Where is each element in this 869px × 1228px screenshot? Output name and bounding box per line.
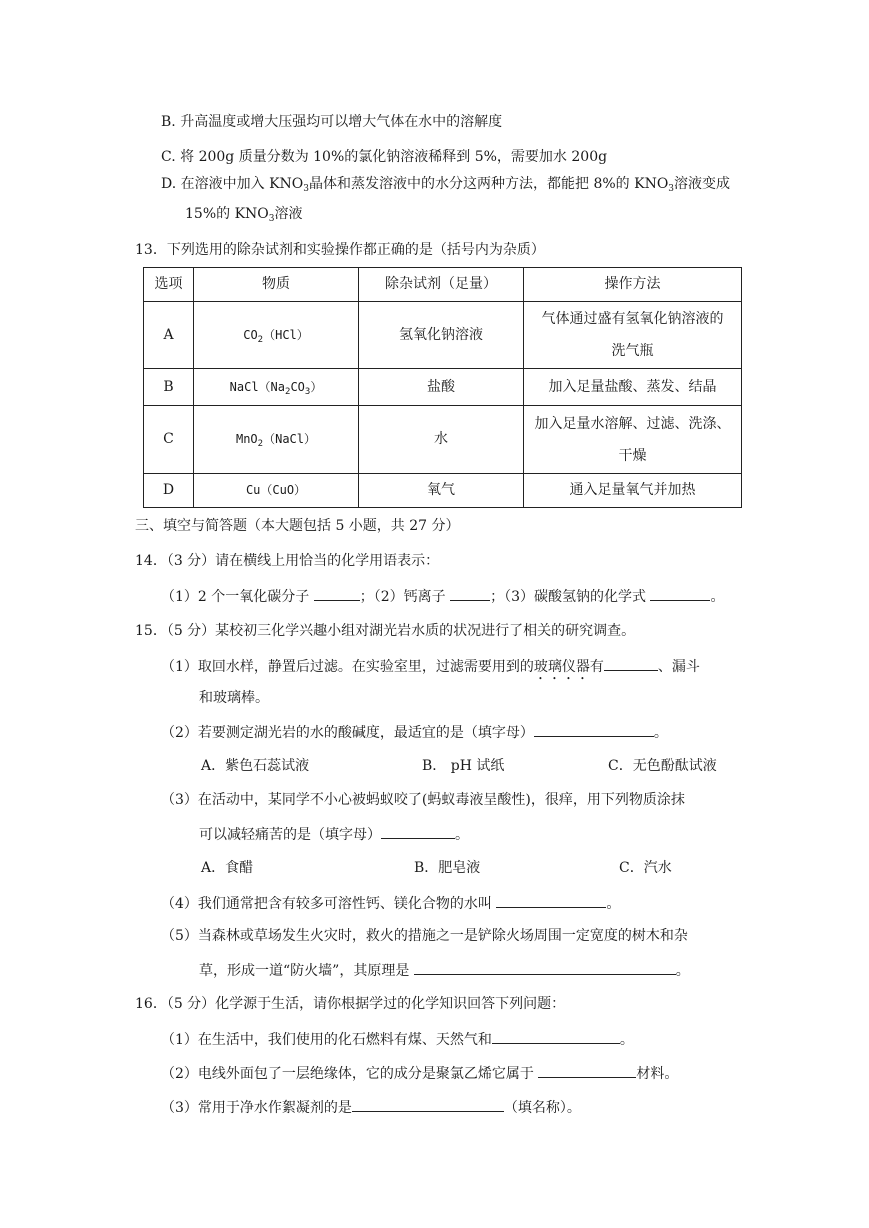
q15-sub3-option-a: A．食醋 [201,860,254,876]
q15-sub1-cont: 和玻璃棒。 [199,690,269,706]
answer-blank[interactable] [352,1097,504,1112]
answer-blank[interactable] [414,960,676,975]
row-substance: MnO$_2$（NaCl） [194,406,359,474]
row-option: A [144,302,194,369]
row-reagent: 盐酸 [359,369,524,406]
answer-blank[interactable] [492,1029,620,1044]
q15-sub3-option-b: B．肥皂液 [414,860,481,876]
q15-sub5: （5）当森林或草场发生火灾时，救火的措施之一是铲除火场周围一定宽度的树木和杂 [161,928,688,944]
table-row [144,369,742,406]
col-header-substance: 物质 [194,268,359,302]
answer-blank[interactable] [534,722,654,737]
answer-blank[interactable] [381,824,455,839]
answer-blank[interactable] [450,586,490,601]
row-method: 气体通过盛有氢氧化钠溶液的 洗气瓶 [524,302,742,369]
q12-option-b: B. 升高温度或增大压强均可以增大气体在水中的溶解度 [161,114,503,130]
row-option: B [144,369,194,406]
row-method: 加入足量盐酸、蒸发、结晶 [524,369,742,406]
table-row [144,302,742,369]
q13-table [143,267,742,508]
row-reagent: 氢氧化钠溶液 [359,302,524,369]
q15-sub4: （4）我们通常把含有较多可溶性钙、镁化合物的水叫 。 [161,893,620,914]
q15-sub5-cont: 草，形成一道“防火墙”，其原理是 。 [199,960,690,981]
answer-blank[interactable] [314,586,360,601]
q16-stem: 16．（5 分）化学源于生活，请你根据学过的化学知识回答下列问题： [135,996,566,1012]
col-header-method: 操作方法 [524,268,742,302]
table-row [144,474,742,508]
row-substance: Cu（CuO） [194,474,359,508]
q13-stem: 13．下列选用的除杂试剂和实验操作都正确的是（括号内为杂质） [135,242,545,258]
row-option: D [144,474,194,508]
q16-sub1: （1）在生活中，我们使用的化石燃料有煤、天然气和 。 [161,1029,634,1050]
q16-sub2: （2）电线外面包了一层绝缘体，它的成分是聚氯乙烯它属于 材料。 [161,1063,678,1084]
row-method: 通入足量氧气并加热 [524,474,742,508]
answer-blank[interactable] [496,893,606,908]
answer-blank[interactable] [538,1063,636,1078]
col-header-reagent: 除杂试剂（足量） [359,268,524,302]
row-substance: $CO_2(HCl)$ [194,302,359,369]
q15-sub2-option-c: C．无色酚酞试液 [608,758,717,774]
row-substance: $NaCl(Na_2CO_3)$ [194,369,359,406]
row-method: 加入足量水溶解、过滤、洗涤、 干燥 [524,406,742,474]
answer-blank[interactable] [650,586,710,601]
table-row [144,406,742,474]
answer-blank[interactable] [604,656,658,671]
row-reagent: 氧气 [359,474,524,508]
q15-sub3-option-c: C．汽水 [619,860,672,876]
q15-sub2: （2）若要测定湖光岩的水的酸碱度，最适宜的是（填字母） 。 [161,722,668,743]
q15-sub2-option-a: A．紫色石蕊试液 [201,758,310,774]
q15-sub3: （3）在活动中，某同学不小心被蚂蚁咬了(蚂蚁毒液呈酸性)，很痒，用下列物质涂抹 [161,792,685,808]
q12-option-d-cont: 15%的 $KNO_3$溶液 [185,206,303,224]
q14-parts: （1）2 个一氧化碳分子 ；（2）钙离子 ；（3）碳酸氢钠的化学式 。 [161,586,724,607]
q15-sub1: （1）取回水样，静置后过滤。在实验室里，过滤需要用到的玻璃仪器有 、漏斗 [161,656,700,683]
row-reagent: 水 [359,406,524,474]
section-heading: 三、填空与简答题（本大题包括 5 小题，共 27 分） [135,518,460,534]
q15-sub2-option-b: B． pH 试纸 [422,758,505,774]
q12-option-c: C. 将 200g 质量分数为 10%的氯化钠溶液稀释到 5%，需要加水 200g [161,149,608,165]
q16-sub3: （3）常用于净水作絮凝剂的是 （填名称）。 [161,1097,581,1118]
q15-stem: 15．（5 分）某校初三化学兴趣小组对湖光岩水质的状况进行了相关的研究调查。 [135,623,636,639]
q14-stem: 14．（3 分）请在横线上用恰当的化学用语表示： [135,553,440,569]
q12-option-d: D. 在溶液中加入 $KNO_3$晶体和蒸发溶液中的水分这两种方法，都能把 8%的 $KNO_3$溶液变成 [161,176,731,194]
q15-sub3-cont: 可以减轻痛苦的是（填字母） 。 [199,824,469,845]
row-option: C [144,406,194,474]
col-header-option: 选项 [144,268,194,302]
